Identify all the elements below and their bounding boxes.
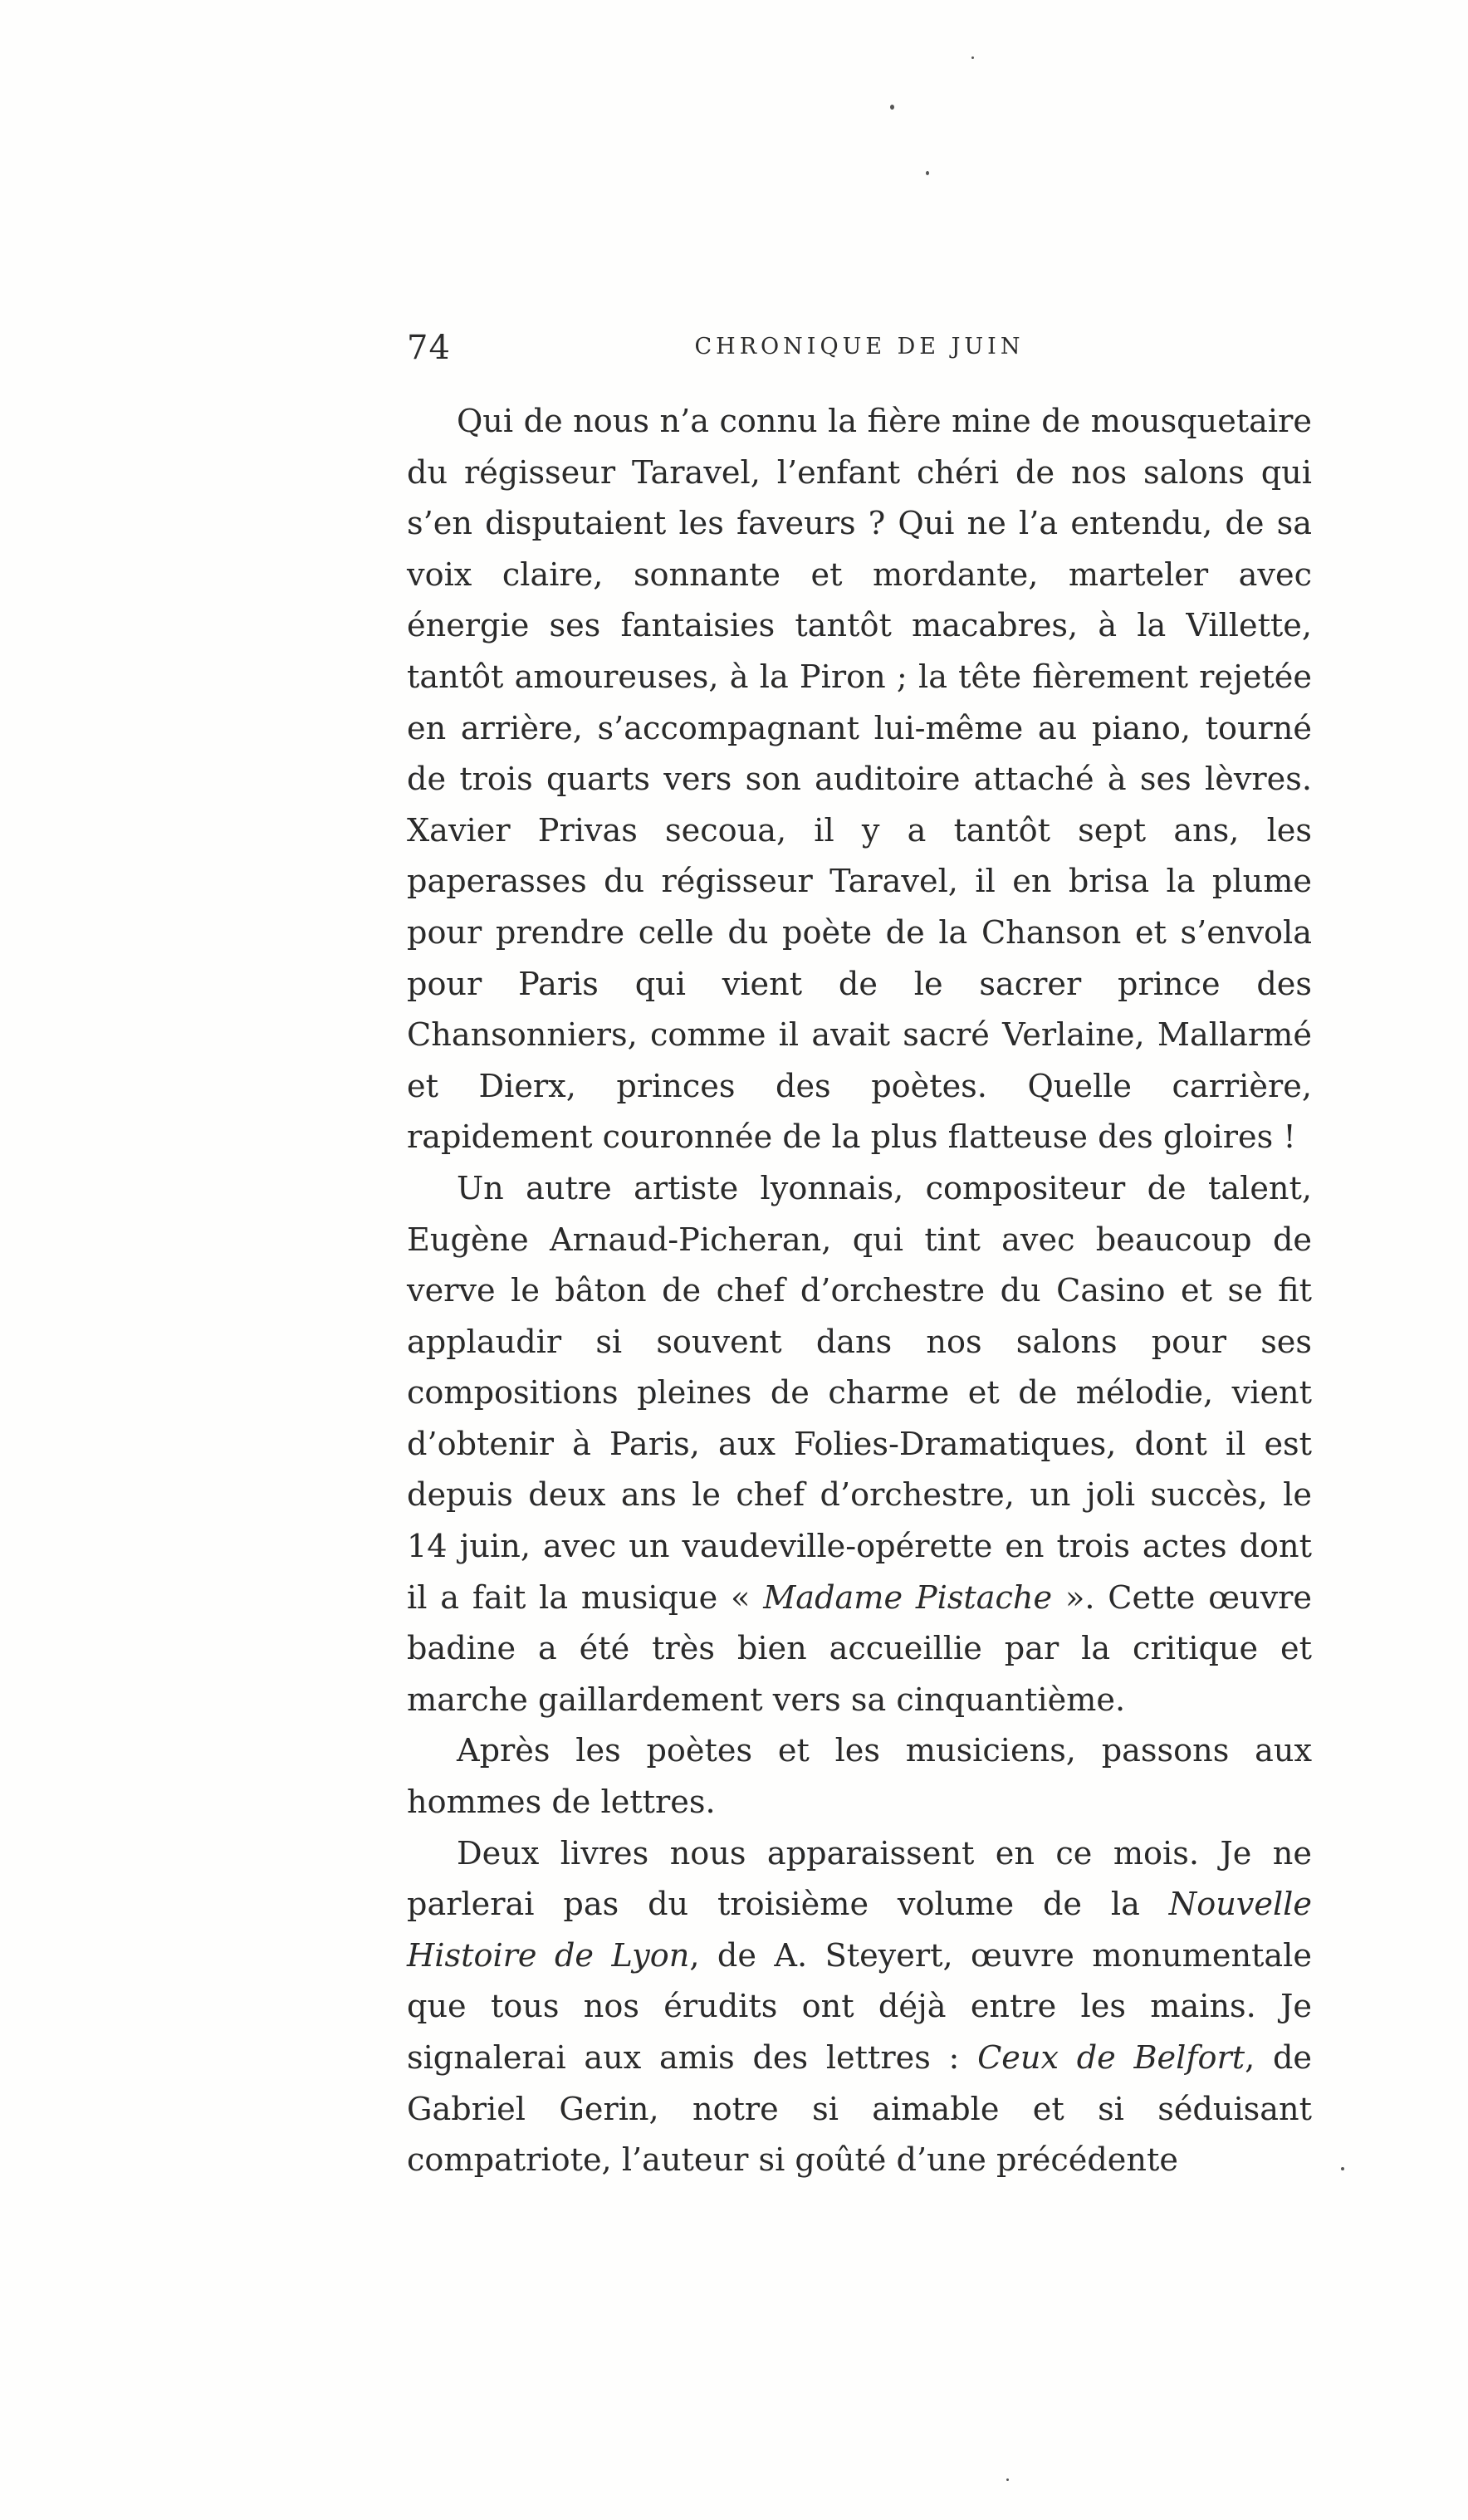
text-run: Après les poètes et les musiciens, passons aux hommes de lettres. <box>407 1733 1312 1822</box>
text-run: ». Cette œuvre badine a été très bien accueillie par la critique et marche gaillardement vers sa cinquantième. <box>407 1579 1312 1719</box>
scan-speck <box>1006 2478 1009 2481</box>
text-run: Deux livres nous apparaissent en ce mois. Je ne parlerai pas du troisième volume de la <box>407 1835 1312 1924</box>
running-title: CHRONIQUE DE JUIN <box>694 334 1025 360</box>
paragraph <box>407 1164 1312 1727</box>
paragraph <box>407 1829 1312 2187</box>
paragraph <box>407 397 1312 1164</box>
work-title: Nouvelle Histoire de Lyon <box>407 1886 1312 1974</box>
text-run: Un autre artiste lyonnais, compositeur de talent, Eugène Arnaud-Picheran, qui tint avec beaucoup de verve le bâton de chef d’orchestre du Casino et se fit applaudir si souvent dans nos salons pour ses compositions pleines de charme et de mélodie, vient d’obtenir à Paris, aux Folies-Dramatiques, dont il est depuis deux ans le chef d’orchestre, un joli succès, le 14 juin, avec un vaudeville-opérette en trois actes dont il a fait la musique « <box>407 1170 1312 1617</box>
paragraph <box>407 1726 1312 1828</box>
text-run: , de Gabriel Gerin, notre si aimable et si séduisant compatriote, l’auteur si goûté d’une précédente <box>407 2040 1312 2180</box>
scan-speck <box>1341 2167 1344 2170</box>
scan-speck <box>971 56 974 59</box>
running-head <box>407 322 1312 372</box>
work-title: Madame Pistache <box>763 1579 1053 1617</box>
work-title: Ceux de Belfort <box>977 2040 1245 2077</box>
body-text <box>407 397 1312 2187</box>
text-run: , de A. Steyert, œuvre monumentale que tous nos érudits ont déjà entre les mains. Je signalerai aux amis des lettres : <box>407 1937 1312 2077</box>
scan-speck <box>926 171 929 175</box>
text-run: Qui de nous n’a connu la fière mine de mousquetaire du régisseur Taravel, l’enfant chéri de nos salons qui s’en disputaient les faveurs ? Qui ne l’a entendu, de sa voix claire, sonnante et mordante, marteler avec énergie ses fantaisies tantôt macabres, à la Villette, tantôt amoureuses, à la Piron ; la tête fièrement rejetée en arrière, s’accompagnant lui-même au piano, tourné de trois quarts vers son auditoire attaché à ses lèvres. Xavier Privas secoua, il y a tantôt sept ans, les paperasses du régisseur Taravel, il en brisa la plume pour prendre celle du poète de la Chanson et s’envola pour Paris qui vient de le sacrer prince des Chansonniers, comme il avait sacré Verlaine, Mallarmé et Dierx, princes des poètes. Quelle carrière, rapidement couronnée de la plus flatteuse des gloires ! <box>407 404 1312 1157</box>
page-number: 74 <box>407 329 451 367</box>
scan-speck <box>890 105 894 110</box>
